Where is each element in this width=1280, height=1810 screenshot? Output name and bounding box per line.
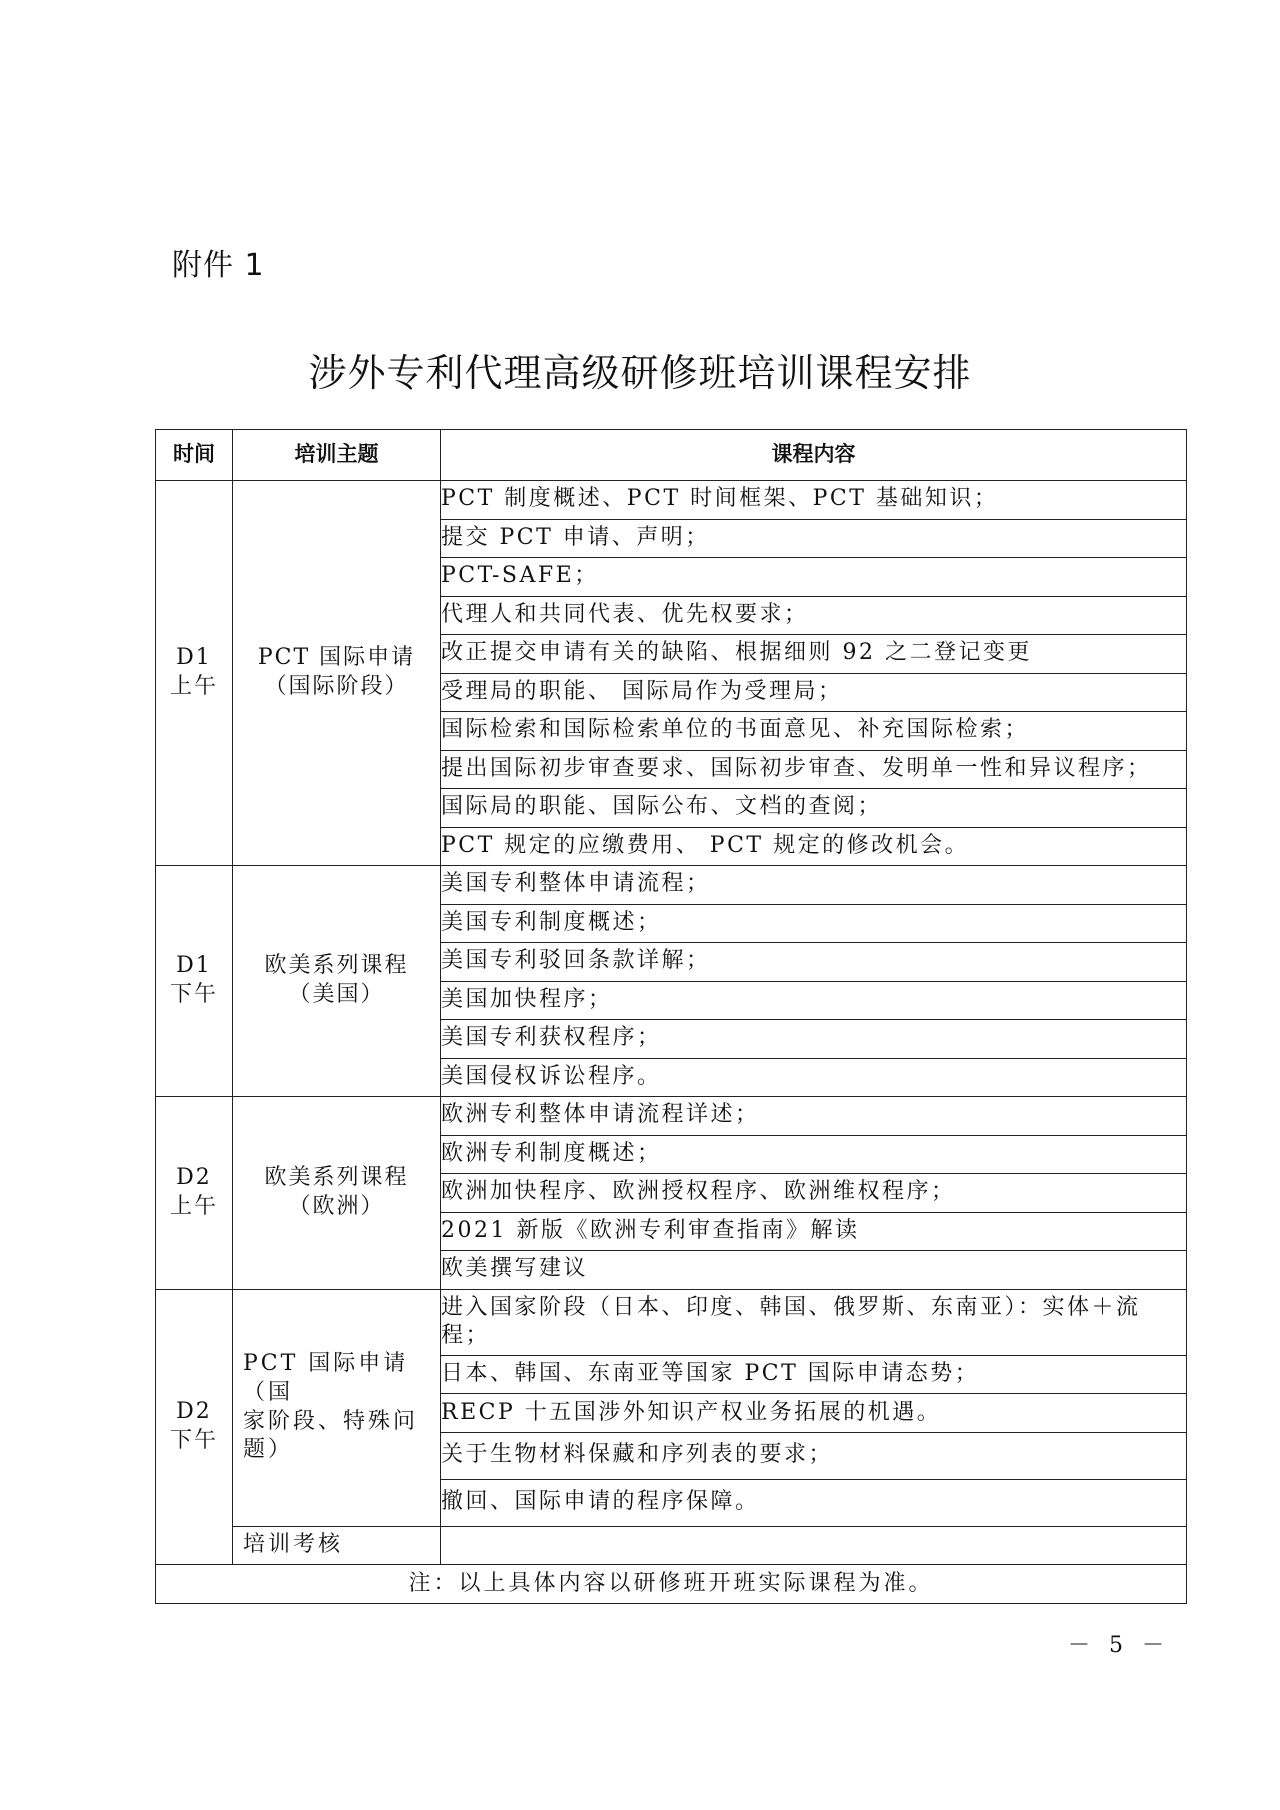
course-item: 欧洲加快程序、欧洲授权程序、欧洲维权程序； <box>441 1174 1187 1213</box>
table-row <box>156 1097 1187 1136</box>
course-item: 撤回、国际申请的程序保障。 <box>441 1479 1187 1526</box>
course-item: 关于生物材料保藏和序列表的要求； <box>441 1432 1187 1479</box>
topic-line: PCT 国际申请 <box>257 645 416 671</box>
topic-line: （欧洲） <box>288 1193 385 1219</box>
session-period: 下午 <box>169 1427 218 1453</box>
course-item: 欧洲专利整体申请流程详述； <box>441 1097 1187 1136</box>
session-period: 下午 <box>169 982 218 1007</box>
session-day: D1 <box>176 953 212 979</box>
schedule-table <box>155 429 1187 1604</box>
session-day: D2 <box>176 1399 212 1425</box>
topic-line: 题） <box>243 1437 294 1463</box>
topic-line: 欧美系列课程 <box>264 953 409 979</box>
session-day: D2 <box>176 1165 212 1191</box>
session-day: D1 <box>176 645 212 671</box>
session-time <box>156 481 233 866</box>
course-item: 2021 新版《欧洲专利审查指南》解读 <box>441 1212 1187 1251</box>
course-item: 美国专利整体申请流程； <box>441 866 1187 905</box>
session-time <box>156 866 233 1097</box>
table-note: 注：以上具体内容以研修班开班实际课程为准。 <box>156 1565 1187 1604</box>
header-row <box>156 430 1187 481</box>
session-period: 上午 <box>169 1193 218 1219</box>
assessment-topic: 培训考核 <box>233 1526 441 1565</box>
topic-line: 欧美系列课程 <box>264 1165 409 1191</box>
page-number: － 5 － <box>1068 1633 1170 1658</box>
course-item: 美国专利制度概述； <box>441 904 1187 943</box>
attachment-label: 附件 1 <box>172 248 265 283</box>
table-row <box>156 1289 1187 1355</box>
document-title: 涉外专利代理高级研修班培训课程安排 <box>308 351 972 395</box>
assessment-content <box>441 1526 1187 1565</box>
course-item: 进入国家阶段（日本、印度、韩国、俄罗斯、东南亚）：实体＋流程； <box>441 1289 1187 1355</box>
header-time: 时间 <box>156 430 233 481</box>
assessment-row <box>156 1526 1187 1565</box>
course-item: 受理局的职能、 国际局作为受理局； <box>441 673 1187 712</box>
course-item: 提交 PCT 申请、声明； <box>441 519 1187 558</box>
course-item: 美国加快程序； <box>441 981 1187 1020</box>
session-period: 上午 <box>169 674 218 699</box>
course-item: PCT-SAFE； <box>441 558 1187 597</box>
session-time <box>156 1097 233 1290</box>
topic-line: （美国） <box>288 982 385 1007</box>
course-item: RECP 十五国涉外知识产权业务拓展的机遇。 <box>441 1394 1187 1433</box>
course-item: 欧洲专利制度概述； <box>441 1135 1187 1174</box>
course-item: 提出国际初步审查要求、国际初步审查、发明单一性和异议程序； <box>441 750 1187 789</box>
topic-line: 家阶段、特殊问 <box>243 1408 419 1434</box>
course-item: 改正提交申请有关的缺陷、根据细则 92 之二登记变更 <box>441 635 1187 674</box>
course-item: PCT 制度概述、PCT 时间框架、PCT 基础知识； <box>441 481 1187 520</box>
course-item: PCT 规定的应缴费用、 PCT 规定的修改机会。 <box>441 827 1187 866</box>
course-item: 美国专利获权程序； <box>441 1020 1187 1059</box>
course-item: 欧美撰写建议 <box>441 1251 1187 1290</box>
header-content: 课程内容 <box>441 430 1187 481</box>
course-item: 日本、韩国、东南亚等国家 PCT 国际申请态势； <box>441 1355 1187 1394</box>
course-item: 美国侵权诉讼程序。 <box>441 1058 1187 1097</box>
session-topic <box>233 481 441 866</box>
table-row <box>156 866 1187 905</box>
session-time <box>156 1289 233 1565</box>
topic-line: PCT 国际申请（国 <box>243 1351 409 1405</box>
session-topic <box>233 1289 441 1526</box>
course-item: 国际检索和国际检索单位的书面意见、补充国际检索； <box>441 712 1187 751</box>
course-item: 国际局的职能、国际公布、文档的查阅； <box>441 789 1187 828</box>
session-topic <box>233 866 441 1097</box>
table-row <box>156 481 1187 520</box>
note-row <box>156 1565 1187 1604</box>
session-topic <box>233 1097 441 1290</box>
header-topic: 培训主题 <box>233 430 441 481</box>
topic-line: （国际阶段） <box>264 674 409 699</box>
course-item: 代理人和共同代表、优先权要求； <box>441 596 1187 635</box>
course-item: 美国专利驳回条款详解； <box>441 943 1187 982</box>
